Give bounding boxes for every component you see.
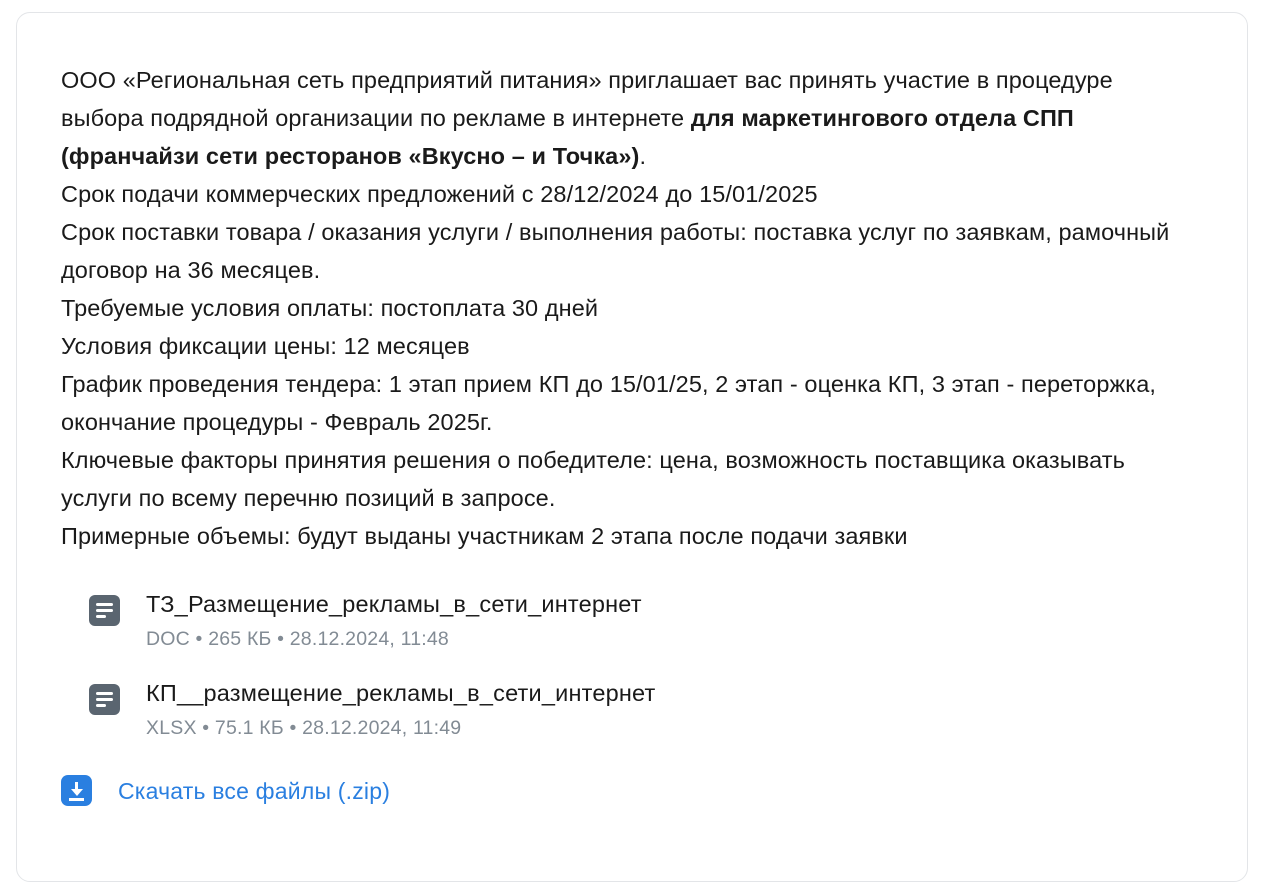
document-icon: [89, 684, 120, 715]
attachment-meta: DOC • 265 КБ • 28.12.2024, 11:48: [146, 628, 449, 650]
attachment-name[interactable]: КП__размещение_рекламы_в_сети_интернет: [146, 680, 656, 706]
attachment-list: [61, 589, 1191, 741]
attachment-name[interactable]: ТЗ_Размещение_рекламы_в_сети_интернет: [146, 591, 642, 617]
attachment-row[interactable]: [89, 589, 1191, 652]
attachment-row[interactable]: [89, 678, 1191, 741]
attachment-meta: XLSX • 75.1 КБ • 28.12.2024, 11:49: [146, 717, 462, 739]
paragraph-text: Ключевые факторы принятия решения о победителе: цена, возможность поставщика оказывать услуги по всему перечню позиций в запросе.: [61, 447, 1125, 511]
paragraph-text: ООО «Региональная сеть предприятий питания» приглашает вас принять участие в процедуре выбора подрядной организации по рекламе в интернете: [61, 67, 1113, 131]
paragraph-text: .: [639, 143, 647, 169]
paragraph-text: Примерные объемы: будут выданы участникам 2 этапа после подачи заявки: [61, 523, 908, 549]
card-content: [17, 13, 1247, 806]
paragraph-text: Требуемые условия оплаты: постоплата 30 дней: [61, 295, 599, 321]
paragraph-text: Срок поставки товара / оказания услуги / выполнения работы: поставка услуг по заявкам, рамочный договор на 36 месяцев.: [61, 219, 1170, 283]
paragraph: [61, 175, 1191, 213]
paragraph-text: График проведения тендера: 1 этап прием КП до 15/01/25, 2 этап - оценка КП, 3 этап - переторжка, окончание процедуры - Февраль 2025г.: [61, 371, 1157, 435]
paragraph-text: Срок подачи коммерческих предложений с 28/12/2024 до 15/01/2025: [61, 181, 818, 207]
paragraph: [61, 441, 1191, 517]
attachment-info: [146, 589, 642, 652]
paragraph: [61, 517, 1191, 555]
document-card: [16, 12, 1248, 882]
tender-description: [61, 61, 1191, 555]
download-icon: [61, 775, 92, 806]
paragraph: [61, 61, 1191, 175]
attachment-info: [146, 678, 656, 741]
paragraph: [61, 289, 1191, 327]
paragraph-text: Условия фиксации цены: 12 месяцев: [61, 333, 470, 359]
emphasis-text: для маркетингового отдела СПП (франчайзи сети ресторанов «Вкусно – и Точка»): [61, 105, 1074, 169]
paragraph: [61, 213, 1191, 289]
download-all-row[interactable]: [61, 775, 1191, 806]
paragraph: [61, 365, 1191, 441]
download-all-link[interactable]: Скачать все файлы (.zip): [118, 777, 391, 804]
paragraph: [61, 327, 1191, 365]
document-icon: [89, 595, 120, 626]
